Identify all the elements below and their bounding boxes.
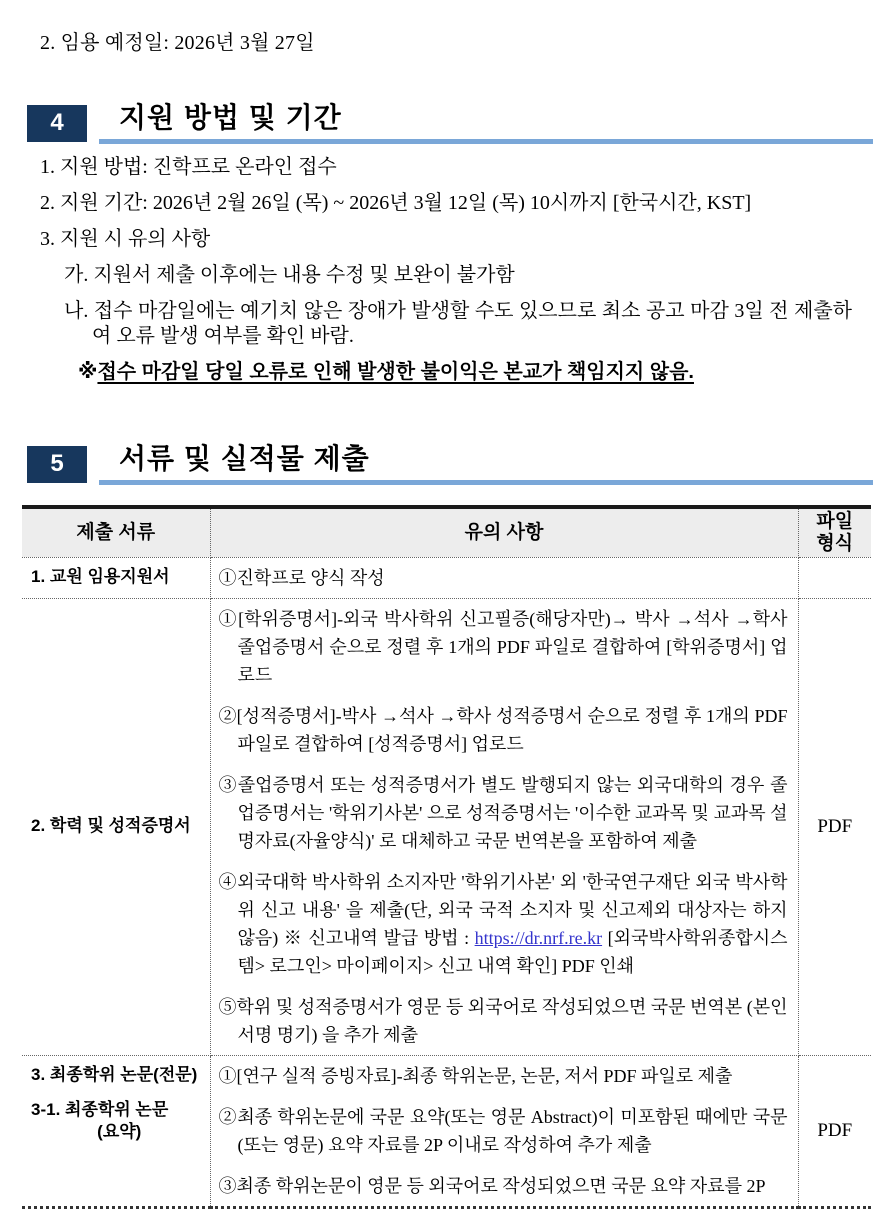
note-application-form (210, 557, 798, 598)
note-paragraph: ①[연구 실적 증빙자료]-최종 학위논문, 논문, 저서 PDF 파일로 제출 (218, 1065, 733, 1086)
section4-list (40, 155, 852, 396)
section4-header (27, 103, 873, 144)
section4-number-badge: 4 (27, 105, 87, 142)
list-item-period: 2. 지원 기간: 2026년 2월 26일 (목) ~ 2026년 3월 12일 (목) 10시까지 [한국시간, KST] (40, 192, 752, 214)
section5-header (27, 444, 873, 485)
section5-number-badge: 5 (27, 446, 87, 483)
note4-text-before-link: ④외국대학 박사학위 소지자만 '학위기사본' 외 '한국연구재단 외국 박사학위 신고 내용' 을 제출(단, 외국 국적 소지자 및 신고제외 대상자는 하지 않음) ※ 신고내역 발급 방법 : (218, 871, 788, 948)
appointment-date-line: 2. 임용 예정일: 2026년 3월 27일 (40, 32, 315, 54)
section5-title-underline (99, 444, 873, 485)
header-notes: 유의 사항 (210, 507, 798, 557)
table-row-transcripts (22, 598, 871, 1055)
doc-thesis-summary: 3-1. 최종학위 논문 (31, 1099, 169, 1119)
submission-table (22, 505, 871, 1209)
note-paragraph: ①[학위증명서]-외국 박사학위 신고필증(해당자만)→ 박사 →석사 →학사 졸업증명서 순으로 정렬 후 1개의 PDF 파일로 결합하여 [학위증명서] 업로드 (218, 608, 788, 685)
note-paragraph: ③최종 학위논문이 영문 등 외국어로 작성되었으면 국문 요약 자료를 2P (218, 1175, 766, 1196)
doc-application-form: 1. 교원 임용지원서 (22, 557, 210, 598)
note4-text-after-link: [외국박사학위종합시스템> 로그인> 마이페이지> 신고 내역 확인] PDF 인쇄 (237, 927, 788, 976)
warning-mark: ※ (78, 361, 98, 383)
deadline-warning (78, 360, 852, 385)
list-item-caution-ga: 가. 지원서 제출 이후에는 내용 수정 및 보완이 불가함 (64, 264, 515, 286)
note-paragraph-with-link (219, 868, 788, 980)
note-paragraph: ①진학프로 양식 작성 (218, 567, 385, 588)
doc-thesis-full: 3. 최종학위 논문(전문) (31, 1064, 198, 1084)
note-transcripts (210, 598, 798, 1055)
note-thesis (210, 1055, 798, 1207)
doc-thesis (22, 1055, 210, 1207)
section4-title-underline (99, 103, 873, 144)
note-paragraph: ②[성적증명서]-박사 →석사 →학사 성적증명서 순으로 정렬 후 1개의 PDF 파일로 결합하여 [성적증명서] 업로드 (218, 705, 788, 754)
header-format-line2: 형식 (816, 532, 854, 554)
list-item-caution-head: 3. 지원 시 유의 사항 (40, 228, 211, 250)
doc-thesis-summary-label: (요약) (97, 1121, 142, 1141)
nrf-degree-link[interactable]: https://dr.nrf.re.kr (474, 927, 603, 948)
submission-table-wrap (22, 505, 871, 1209)
format-thesis: PDF (798, 1055, 871, 1207)
list-item-caution-na: 나. 접수 마감일에는 예기치 않은 장애가 발생할 수도 있으므로 최소 공고 마감 3일 전 제출하여 오류 발생 여부를 확인 바람. (64, 300, 852, 347)
table-row-thesis (22, 1055, 871, 1207)
header-format (798, 507, 871, 557)
doc-transcripts: 2. 학력 및 성적증명서 (22, 598, 210, 1055)
header-format-line1: 파일 (816, 510, 854, 532)
table-header-row (22, 507, 871, 557)
section5-title: 서류 및 실적물 제출 (119, 443, 370, 474)
format-application-form (798, 557, 871, 598)
format-transcripts: PDF (798, 598, 871, 1055)
note-paragraph: ⑤학위 및 성적증명서가 영문 등 외국어로 작성되었으면 국문 번역본 (본인 서명 명기) 을 추가 제출 (218, 996, 788, 1045)
note-paragraph: ②최종 학위논문에 국문 요약(또는 영문 Abstract)이 미포함된 때에만 국문 (또는 영문) 요약 자료를 2P 이내로 작성하여 추가 제출 (218, 1106, 788, 1155)
header-doc: 제출 서류 (22, 507, 210, 557)
list-item-method: 1. 지원 방법: 진학프로 온라인 접수 (40, 156, 337, 178)
section4-title: 지원 방법 및 기간 (119, 102, 342, 133)
note-paragraph: ③졸업증명서 또는 성적증명서가 별도 발행되지 않는 외국대학의 경우 졸업증명서는 '학위기사본' 으로 성적증명서는 '이수한 교과목 및 교과목 설명자료(자율양식)' 로 대체하고 국문 번역본을 포함하여 제출 (218, 774, 788, 851)
warning-text: 접수 마감일 당일 오류로 인해 발생한 불이익은 본교가 책임지지 않음. (97, 361, 694, 383)
table-row-application-form (22, 557, 871, 598)
